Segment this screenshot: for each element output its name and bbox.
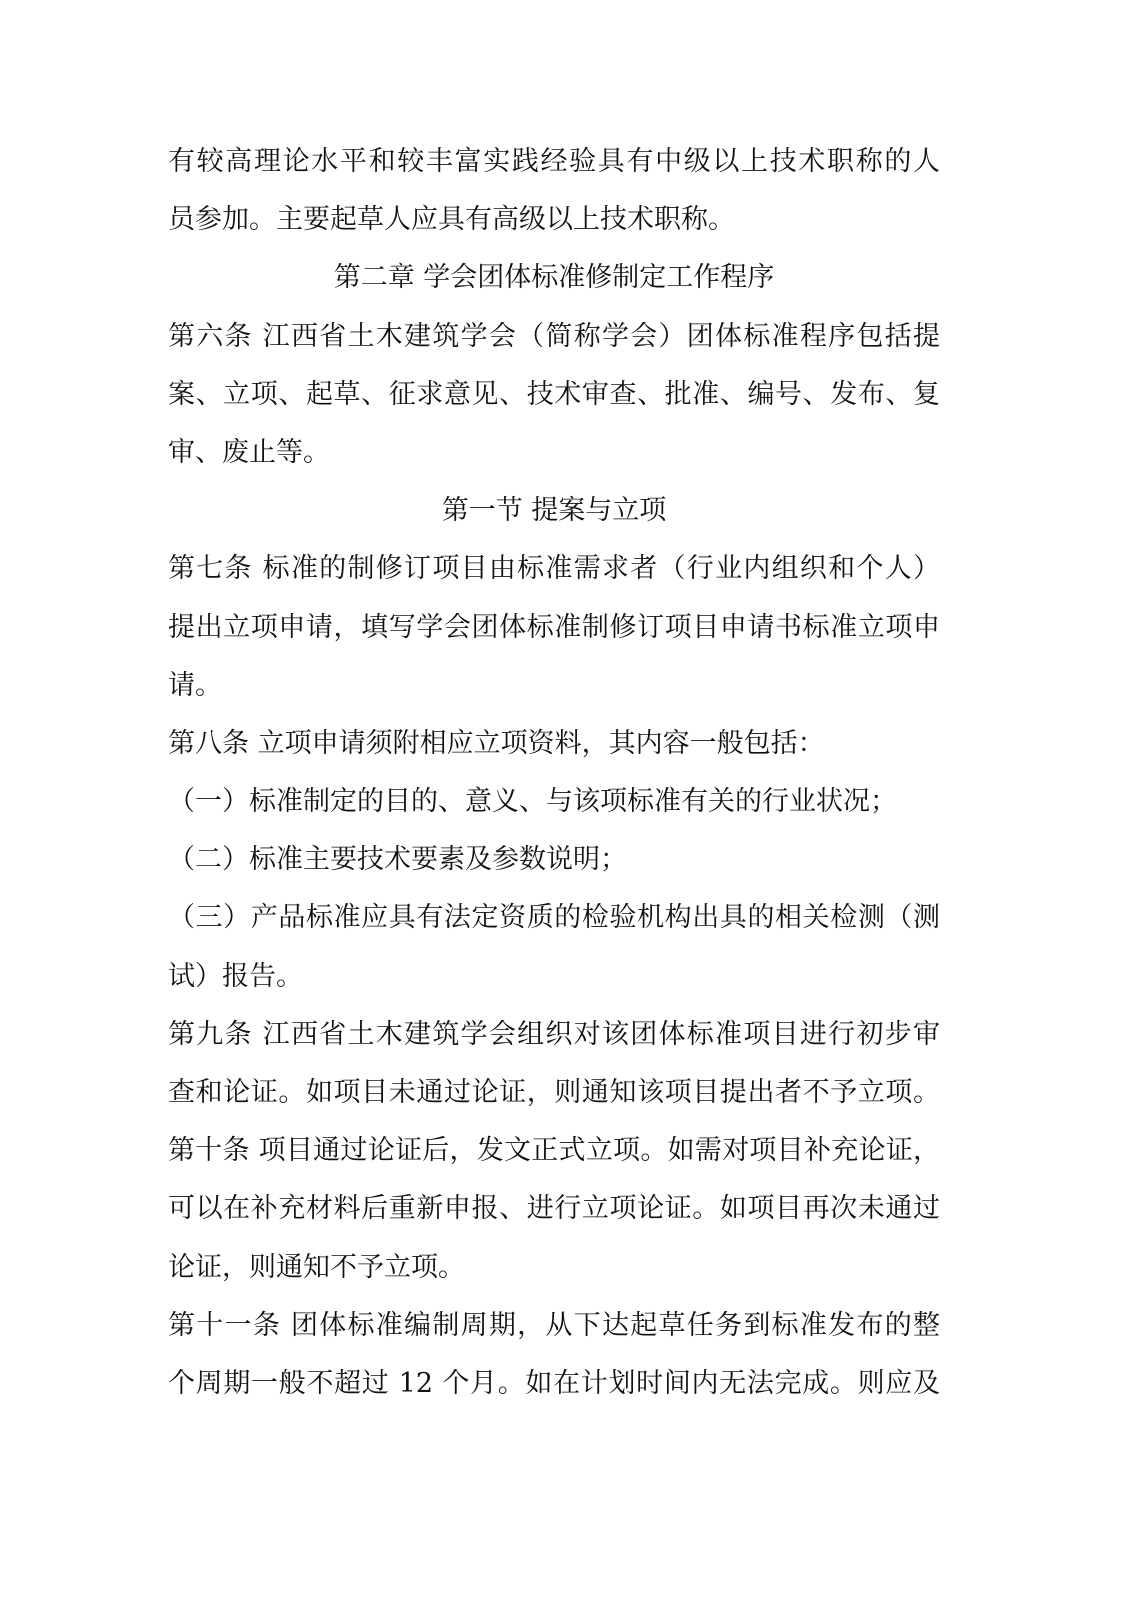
paragraph-line: 第六条 江西省土木建筑学会（简称学会）团体标准程序包括提 [168, 320, 940, 352]
paragraph-line: 个周期一般不超过 12 个月。如在计划时间内无法完成。则应及 [168, 1367, 940, 1399]
article-9 [168, 1006, 940, 1122]
chapter-heading: 第二章 学会团体标准修制定工作程序 [333, 262, 775, 294]
paragraph-line: 第十条 项目通过论证后，发文正式立项。如需对项目补充论证， [168, 1135, 940, 1167]
paragraph-line: 第七条 标准的制修订项目由标准需求者（行业内组织和个人） [168, 553, 940, 585]
list-item-line: 试）报告。 [168, 960, 303, 992]
article-8-item-1 [168, 773, 940, 831]
article-7 [168, 540, 940, 715]
article-6 [168, 308, 940, 483]
article-8-item-3 [168, 889, 940, 1005]
paragraph-line: 提出立项申请，填写学会团体标准制修订项目申请书标准立项申 [168, 611, 940, 643]
paragraph-line: 可以在补充材料后重新申报、进行立项论证。如项目再次未通过 [168, 1193, 940, 1225]
paragraph-line: 请。 [168, 669, 222, 701]
paragraph-line: 第九条 江西省土木建筑学会组织对该团体标准项目进行初步审 [168, 1018, 940, 1050]
list-item-line: （一）标准制定的目的、意义、与该项标准有关的行业状况； [168, 786, 897, 818]
article-8-item-2 [168, 831, 940, 889]
document-body [168, 133, 940, 1413]
article-8 [168, 715, 940, 773]
paragraph-line: 审、废止等。 [168, 436, 330, 468]
section-heading: 第一节 提案与立项 [441, 495, 667, 527]
article-10 [168, 1122, 940, 1297]
paragraph-line: 第十一条 团体标准编制周期，从下达起草任务到标准发布的整 [168, 1309, 940, 1341]
paragraph-line: 案、立项、起草、征求意见、技术审查、批准、编号、发布、复 [168, 378, 940, 410]
list-item-line: （二）标准主要技术要素及参数说明； [168, 844, 627, 876]
paragraph-line: 有较高理论水平和较丰富实践经验具有中级以上技术职称的人 [168, 146, 940, 177]
paragraph-line: 论证，则通知不予立项。 [168, 1251, 465, 1283]
paragraph-line: 员参加。主要起草人应具有高级以上技术职称。 [168, 204, 735, 236]
paragraph-line: 查和论证。如项目未通过论证，则通知该项目提出者不予立项。 [168, 1077, 940, 1108]
article-11 [168, 1297, 940, 1413]
paragraph-line: 第八条 立项申请须附相应立项资料，其内容一般包括： [168, 727, 825, 759]
list-item-line: （三）产品标准应具有法定资质的检验机构出具的相关检测（测 [168, 902, 940, 934]
intro-paragraph [168, 133, 940, 249]
